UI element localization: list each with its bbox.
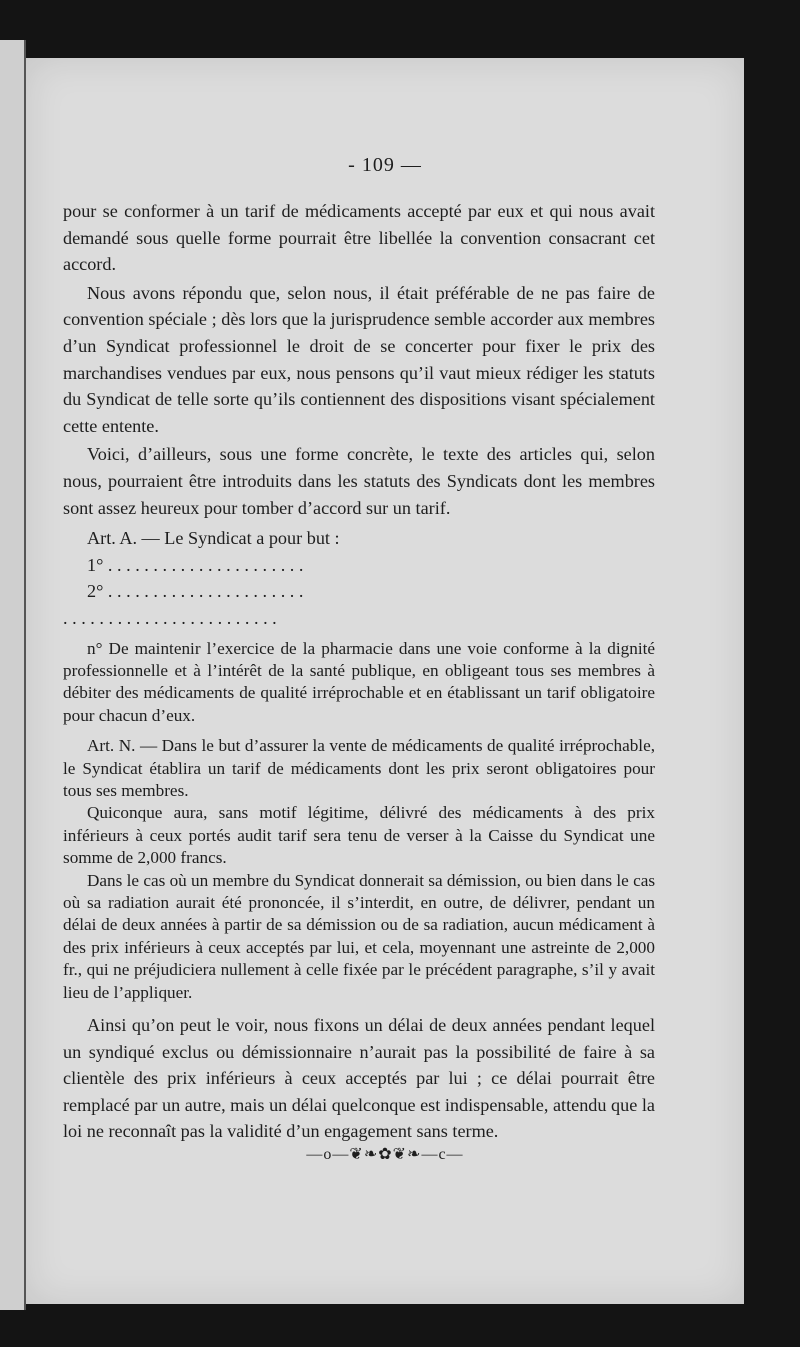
paragraph: Dans le cas où un membre du Syndicat donnerait sa démission, ou bien dans le cas où sa radiation aurait été prononcée, il s’interdit, en outre, de délivrer, pendant un délai de deux années à partir de sa démission ou de sa radiation, aucun médicament à des prix inférieurs à ceux acceptés par lui, et cela, moyennant une astreinte de 2,000 fr., qui ne préjudiciera nullement à celle fixée par le précédent paragraphe, s’il y avait lieu de l’appliquer.: [63, 870, 656, 1002]
paragraph: Quiconque aura, sans motif légitime, délivré des médicaments à des prix inférieurs à ceux portés audit tarif sera tenu de verser à la Caisse du Syndicat une somme de 2,000 francs.: [63, 803, 655, 868]
paragraph-closing: Ainsi qu’on peut le voir, nous fixons un délai de deux années pendant lequel un syndiqué exclus ou démissionnaire n’aurait pas la possibilité de faire à sa clientèle des prix inférieurs à ceux acceptés par lui ; ce délai pourrait être remplacé par un autre, mais un délai quelconque est indispensable, attendu que la loi ne reconnaît pas la validité d’un engagement sans terme.: [63, 1015, 655, 1142]
article-a-heading: Art. A. — Le Syndicat a pour but :: [87, 528, 340, 549]
elision-dots: . . . . . . . . . . . . . . . . . . . . . . . .: [63, 607, 277, 628]
article-n: Art. N. — Dans le but d’assurer la vente de médicaments de qualité irréprochable, le Syndicat établira un tarif de médicaments dont les prix seront obligatoires pour tous ses membres.: [63, 736, 655, 800]
article-item-n: n° De maintenir l’exercice de la pharmacie dans une voie conforme à la dignité professionnelle et à l’intérêt de la santé publique, en obligeant tous ses membres à débiter des médicaments de qualité irréprochable et en établissant un tarif obligatoire pour chacun d’eux.: [63, 638, 655, 725]
end-ornament: —o—❦❧✿❦❧—c—: [306, 1146, 464, 1163]
statute-text: [63, 638, 655, 1005]
adjacent-page-edge: [0, 40, 26, 1310]
article-item-1: 1° . . . . . . . . . . . . . . . . . . . . . .: [87, 554, 304, 575]
paragraph-continuation: pour se conformer à un tarif de médicaments accepté par eux et qui nous avait demandé sous quelle forme pourrait être libellée la convention consacrant cet accord.: [63, 201, 655, 275]
paragraph: Voici, d’ailleurs, sous une forme concrète, le texte des articles qui, selon nous, pourraient être introduits dans les statuts des Syndicats dont les membres sont assez heureux pour tomber d’accord sur un tarif.: [63, 444, 655, 518]
book-page: [26, 58, 744, 1304]
page-body: [63, 198, 655, 1145]
page-number: - 109 —: [348, 154, 422, 176]
article-item-2: 2° . . . . . . . . . . . . . . . . . . . . . .: [87, 581, 304, 602]
paragraph: Nous avons répondu que, selon nous, il était préférable de ne pas faire de convention spéciale ; dès lors que la jurisprudence semble accorder aux membres d’un Syndicat professionnel le droit de se concerter pour fixer le prix des marchandises vendues par eux, nous pensons qu’il vaut mieux rédiger les statuts du Syndicat de telle sorte qu’ils contiennent des dispositions visant spécialement cette entente.: [63, 282, 655, 436]
